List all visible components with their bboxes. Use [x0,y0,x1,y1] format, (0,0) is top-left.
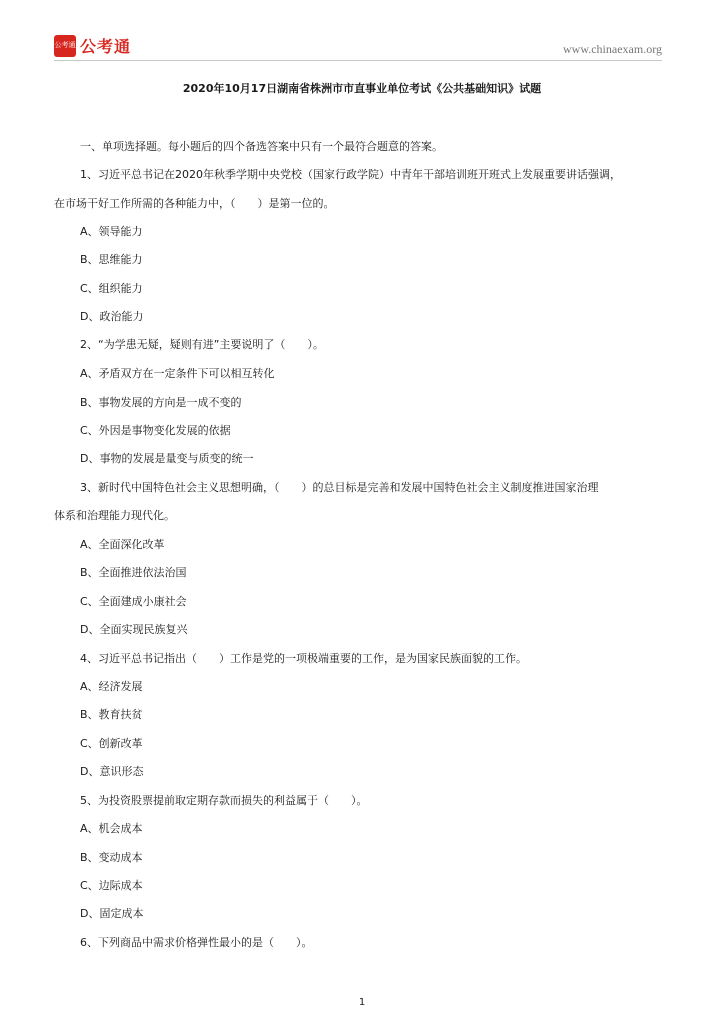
question-5-option-d: D、固定成本 [80,907,144,920]
question-5-option-a: A、机会成本 [80,822,143,835]
question-1-option-a: A、领导能力 [80,225,143,238]
question-2-stem-line-1: 2、“为学患无疑，疑则有进”主要说明了（ ）。 [80,338,324,351]
question-2-option-b: B、事物发展的方向是一成不变的 [80,396,242,409]
question-3-option-d: D、全面实现民族复兴 [80,623,188,636]
site-url[interactable]: www.chinaexam.org [563,42,662,56]
question-6-stem-line-1: 6、下列商品中需求价格弹性最小的是（ ）。 [80,936,313,949]
logo [54,34,131,57]
question-4-option-b: B、教育扶贫 [80,708,143,721]
question-4-option-c: C、创新改革 [80,737,143,750]
question-1-stem-line-2: 在市场干好工作所需的各种能力中，（ ）是第一位的。 [54,197,335,210]
question-1-option-d: D、政治能力 [80,310,144,323]
logo-text: 公考通 [80,37,132,56]
question-1-option-b: B、思维能力 [80,253,143,266]
page-number: 1 [358,997,366,1008]
question-5-option-b: B、变动成本 [80,851,143,864]
question-3-stem-line-2: 体系和治理能力现代化。 [54,509,175,522]
question-1-stem-line-1: 1、习近平总书记在2020年秋季学期中央党校（国家行政学院）中青年干部培训班开班式上发展重要讲话强调， [80,168,621,181]
question-5-stem-line-1: 5、为投资股票提前取定期存款而损失的利益属于（ ）。 [80,794,368,807]
question-3-option-a: A、全面深化改革 [80,538,165,551]
question-3-option-b: B、全面推进依法治国 [80,566,187,579]
question-4-option-d: D、意识形态 [80,765,144,778]
logo-badge: 公考通 [54,35,76,57]
question-3-stem-line-1: 3、新时代中国特色社会主义思想明确，（ ）的总目标是完善和发展中国特色社会主义制度推进国家治理 [80,481,599,494]
question-4-stem-line-1: 4、习近平总书记指出（ ）工作是党的一项极端重要的工作，是为国家民族面貌的工作。 [80,652,527,665]
question-1-option-c: C、组织能力 [80,282,143,295]
question-2-option-a: A、矛盾双方在一定条件下可以相互转化 [80,367,275,380]
question-4-option-a: A、经济发展 [80,680,143,693]
document-title: 2020年10月17日湖南省株洲市市直事业单位考试《公共基础知识》试题 [182,82,542,95]
question-5-option-c: C、边际成本 [80,879,143,892]
header-divider [54,60,662,61]
section-heading: 一、单项选择题。每小题后的四个备选答案中只有一个最符合题意的答案。 [80,140,443,153]
question-3-option-c: C、全面建成小康社会 [80,595,187,608]
question-2-option-d: D、事物的发展是量变与质变的统一 [80,452,254,465]
page-header [54,34,662,60]
question-2-option-c: C、外因是事物变化发展的依据 [80,424,231,437]
